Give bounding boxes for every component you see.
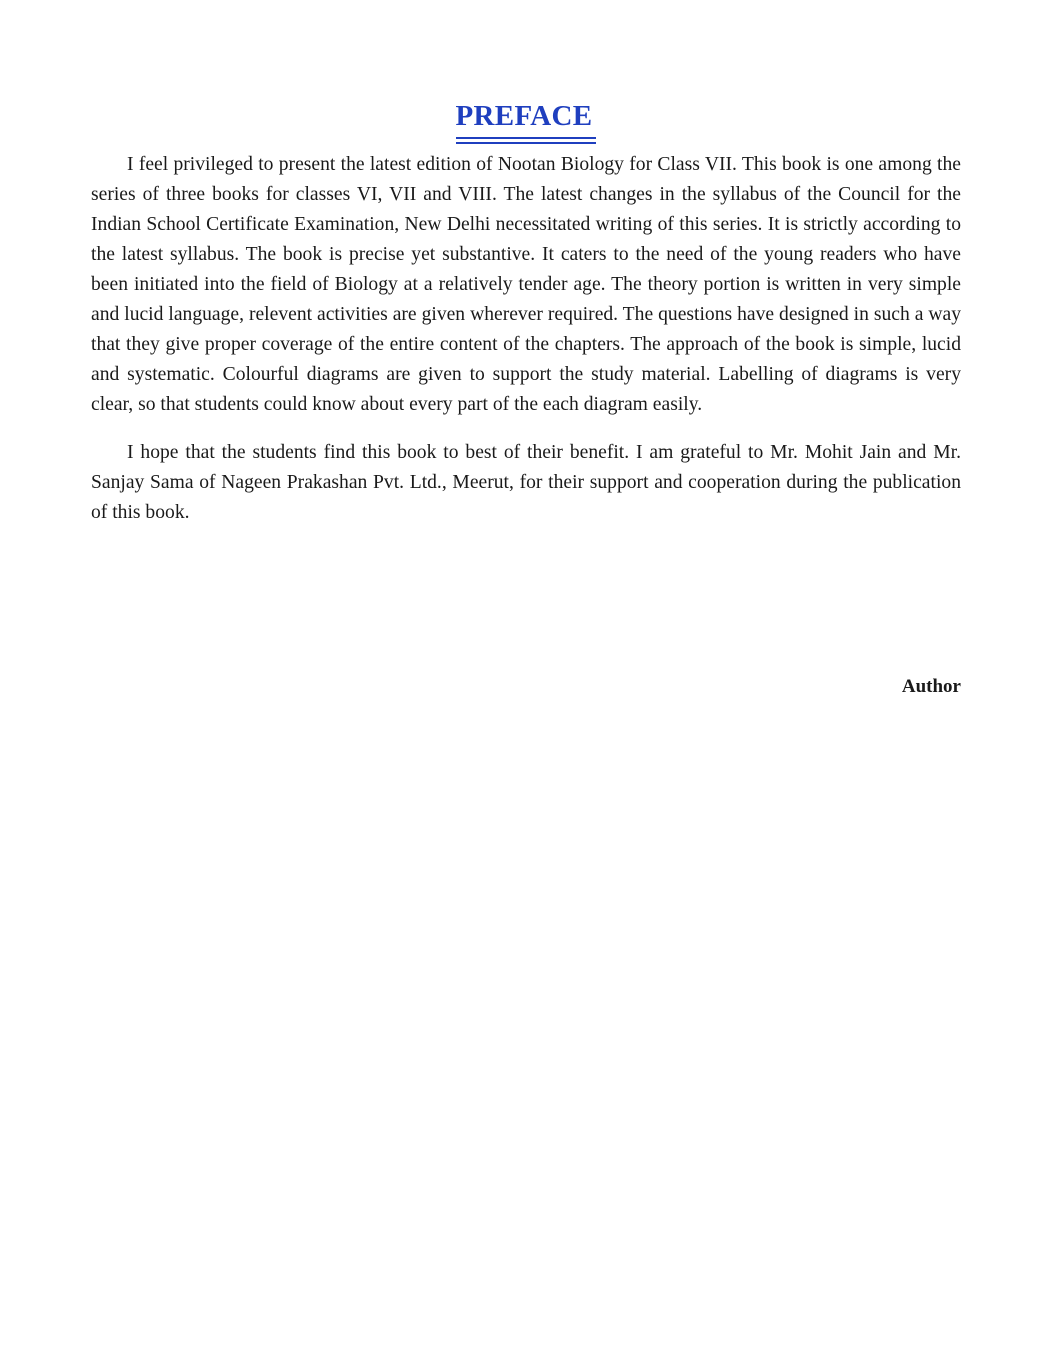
preface-paragraph-1: I feel privileged to present the latest edition of Nootan Biology for Class VII. This book is one among the series of three books for classes VI, VII and VIII. The latest changes in the syllabus of the Council for the Indian School Certificate Examination, New Delhi necessitated writing of this series. It is strictly according to the latest syllabus. The book is precise yet substantive. It caters to the need of the young readers who have been initiated into the field of Biology at a relatively tender age. The theory portion is written in very simple and lucid language, relevent activities are given wherever required. The questions have designed in such a way that they give proper coverage of the entire content of the chapters. The approach of the book is simple, lucid and systematic. Colourful diagrams are given to support the study material. Labelling of diagrams is very clear, so that students could know about every part of the each diagram easily. (91, 154, 961, 415)
page-title: PREFACE (456, 99, 597, 139)
author-signature: Author (901, 676, 961, 697)
preface-paragraph-2: I hope that the students find this book to best of their benefit. I am grateful to Mr. Mohit Jain and Mr. Sanjay Sama of Nageen Prakashan Pvt. Ltd., Meerut, for their support and cooperation during the publication of this book. (91, 442, 961, 523)
preface-page (91, 96, 961, 546)
page-title-wrapper (91, 96, 961, 136)
